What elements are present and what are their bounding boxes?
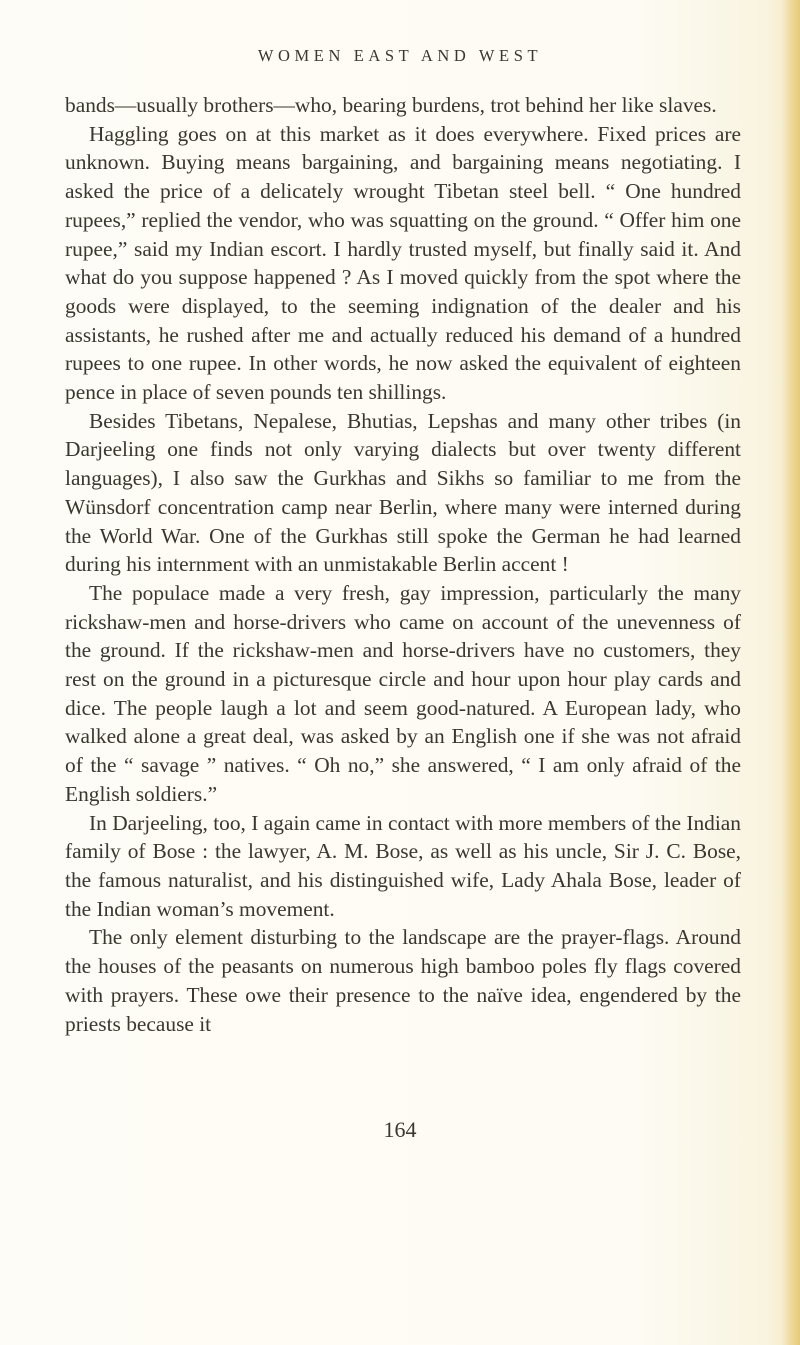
paragraph: The populace made a very fresh, gay impression, particularly the many rickshaw-men and horse-drivers who came on account of the unevenness of the ground. If the rickshaw-men and horse-drivers have no customers, they rest on the ground in a picturesque circle and hour upon hour play cards and dice. The people laugh a lot and seem good-natured. A European lady, who walked alone a great deal, was asked by an English one if she was not afraid of the “ savage ” natives. “ Oh no,” she answered, “ I am only afraid of the English soldiers.” [65,580,741,806]
page-number: 164 [383,1117,417,1142]
paragraph: Haggling goes on at this market as it does everywhere. Fixed prices are unknown. Buying means bargaining, and bargaining means negotiating. I asked the price of a delicately wrought Tibetan steel bell. “ One hundred rupees,” replied the vendor, who was squatting on the ground. “ Offer him one rupee,” said my Indian escort. I hardly trusted myself, but finally said it. And what do you suppose happened ? As I moved quickly from the spot where the goods were displayed, to the seeming indignation of the dealer and his assistants, he rushed after me and actually reduced his demand of a hundred rupees to one rupee. In other words, he now asked the equivalent of eighteen pence in place of seven pounds ten shillings. [65,121,741,405]
page-edge [782,0,800,1345]
running-header: WOMEN EAST AND WEST [257,46,543,65]
body-text [65,91,741,1038]
paragraph: Besides Tibetans, Nepalese, Bhutias, Lepshas and many other tribes (in Darjeeling one finds not only varying dialects but over twenty different languages), I also saw the Gurkhas and Sikhs so familiar to me from the Wünsdorf concentration camp near Berlin, where many were interned during the World War. One of the Gurkhas still spoke the German he had learned during his internment with an unmistakable Berlin accent ! [65,408,741,577]
paragraph: bands—usually brothers—who, bearing burdens, trot behind her like slaves. [65,93,717,117]
paragraph: In Darjeeling, too, I again came in contact with more members of the Indian family of Bose : the lawyer, A. M. Bose, as well as his uncle, Sir J. C. Bose, the famous naturalist, and his distinguished wife, Lady Ahala Bose, leader of the Indian woman’s movement. [65,810,741,921]
paragraph: The only element disturbing to the landscape are the prayer-flags. Around the houses of the peasants on numerous high bamboo poles fly flags covered with prayers. These owe their presence to the naïve idea, engendered by the priests because it [65,925,741,1036]
